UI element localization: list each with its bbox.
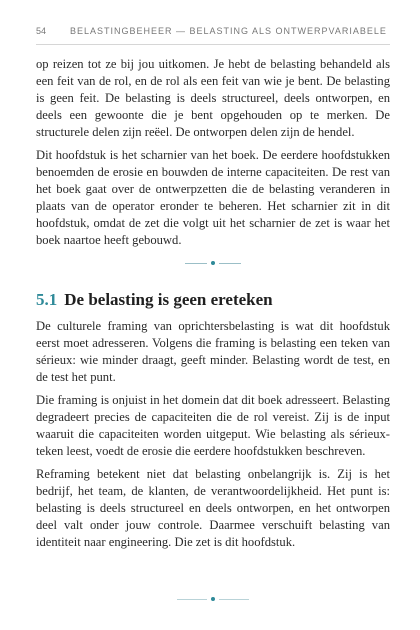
- paragraph: Die framing is onjuist in het domein dat dit boek adresseert. Belasting degradeert precies de capaciteiten die de rol vereist. Zij is de input waaruit die capaciteiten worden uitgeput. Wie belasting als sérieuxteken leest, voedt de erosie die eerdere hoofdstukken beschreven.: [36, 393, 390, 458]
- paragraph: De culturele framing van oprichtersbelasting is wat dit hoofdstuk eerst moet adresseren. Volgens die framing is belasting een teken van sérieux: wie minder draagt, geeft minder. Belasting wordt de test, en de test het punt.: [36, 319, 390, 384]
- ornament-line-left: [185, 263, 207, 264]
- paragraph: Reframing betekent niet dat belasting onbelangrijk is. Zij is het bedrijf, het team, de klanten, de verantwoordelijkheid. Het punt is: belasting is deels structureel en deels ontworpen, en het ontworpen deel valt onder jouw controle. Daarmee verschuift belasting van identiteit naar engineering. Die zet is dit hoofdstuk.: [36, 467, 390, 549]
- page-number: 54: [36, 26, 47, 36]
- section-heading: [36, 290, 390, 310]
- ornament-line-right: [219, 263, 241, 264]
- page-end-ornament: [36, 597, 390, 601]
- section-break-ornament: [36, 261, 390, 265]
- header-divider: [36, 44, 390, 45]
- running-head-title: BELASTINGBEHEER — BELASTING ALS ONTWERPVARIABELE: [70, 26, 387, 36]
- section-title: De belasting is geen ereteken: [64, 290, 273, 309]
- running-head: [36, 26, 390, 36]
- book-page: [36, 0, 390, 630]
- ornament-dot-icon: [211, 597, 215, 601]
- ornament-dot-icon: [211, 261, 215, 265]
- text-block-section: [36, 318, 390, 557]
- ornament-line-left: [177, 599, 207, 600]
- ornament-line-right: [219, 599, 249, 600]
- section-number: 5.1: [36, 290, 58, 309]
- text-block-intro: [36, 56, 390, 255]
- paragraph: op reizen tot ze bij jou uitkomen. Je hebt de belasting behandeld als een feit van de rol, en de rol als een feit van wie je bent. De belasting is geen feit. De belasting is deels structureel, deels ontworpen, en deels een gewoonte die je bent opgehouden op te merken. De structurele delen zijn reëel. De ontworpen delen zijn de hendel.: [36, 57, 390, 139]
- paragraph: Dit hoofdstuk is het scharnier van het boek. De eerdere hoofdstukken benoemden de erosie en bouwden de interne capaciteiten. De rest van het boek gaat over de ontwerpzetten die de belasting veranderen in plaats van de operator eronder te beheren. Het scharnier zit in dit hoofdstuk, omdat de zet die volgt uit het scharnier de zet is waar het boek naartoe heeft gebouwd.: [36, 148, 390, 247]
